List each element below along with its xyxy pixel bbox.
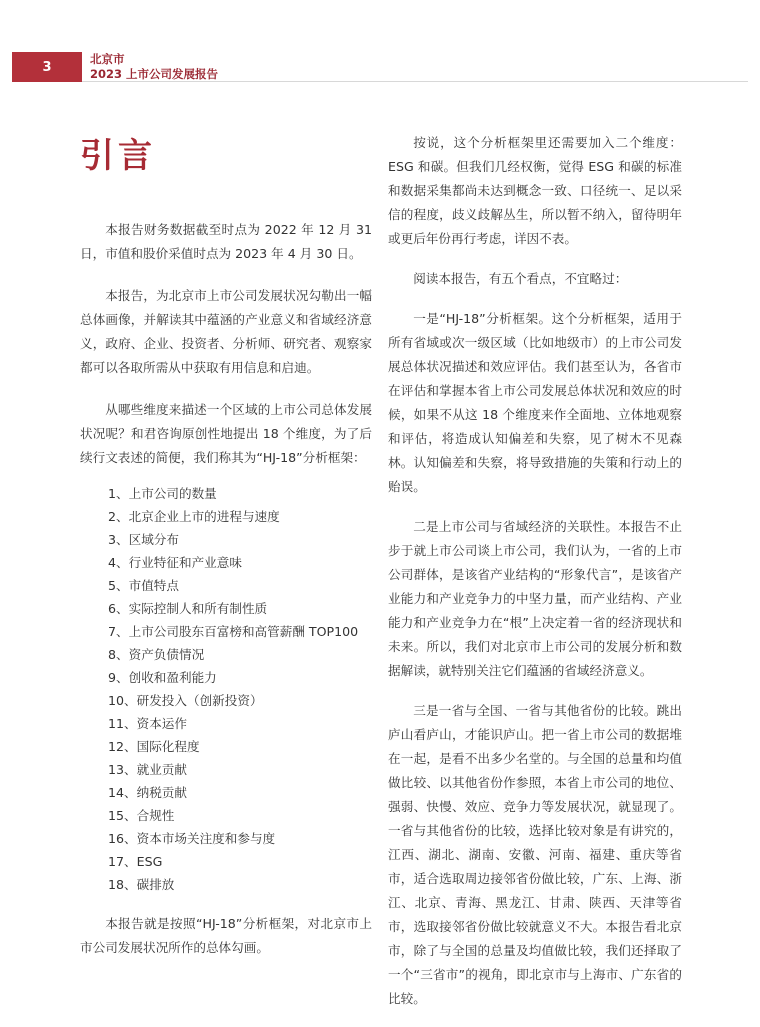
list-item: 15、合规性 <box>108 808 175 823</box>
list-item: 16、资本市场关注度和参与度 <box>108 831 276 846</box>
running-header <box>90 52 218 82</box>
list-item: 18、碳排放 <box>108 877 175 892</box>
paragraph: 本报告财务数据截至时点为 2022 年 12 月 31 日，市值和股价采值时点为 2023 年 4 月 30 日。 <box>80 222 372 261</box>
paragraph: 三是一省与全国、一省与其他省份的比较。跳出庐山看庐山，才能识庐山。把一省上市公司的数据堆在一起，是看不出多少名堂的。与全国的总量和均值做比较、以其他省份作参照，本省上市公司的地位、强弱、快慢、效应、竞争力等发展状况，就显现了。一省与其他省份的比较，选择比较对象是有讲究的，江西、湖北、湖南、安徽、河南、福建、重庆等省市，适合选取周边接邻省份做比较，广东、上海、浙江、北京、青海、黑龙江、甘肃、陕西、天津等省市，选取接邻省份做比较就意义不大。本报告看北京市，除了与全国的总量及均值做比较，我们还择取了一个“三省市”的视角，即北京市与上海市、广东省的比较。 <box>388 703 682 1006</box>
paragraph: 本报告就是按照“HJ-18”分析框架，对北京市上市公司发展状况所作的总体勾画。 <box>80 916 372 955</box>
list-item: 3、区域分布 <box>108 532 179 547</box>
list-item: 6、实际控制人和所有制性质 <box>108 601 268 616</box>
list-item: 11、资本运作 <box>108 716 187 731</box>
list-item: 10、研发投入（创新投资） <box>108 693 263 708</box>
list-item: 17、ESG <box>108 854 163 869</box>
list-item: 13、就业贡献 <box>108 762 187 777</box>
paragraph: 按说，这个分析框架里还需要加入二个维度：ESG 和碳。但我们几经权衡，觉得 ESG 和碳的标准和数据采集都尚未达到概念一致、口径统一、足以采信的程度，歧义歧解丛生，所以暂不纳入，留待明年或更后年份再行考虑，详因不表。 <box>388 135 682 246</box>
header-report-title: 2023 上市公司发展报告 <box>90 67 219 81</box>
page-number-badge <box>12 52 82 82</box>
left-column <box>80 218 372 978</box>
list-item: 2、北京企业上市的进程与速度 <box>108 509 280 524</box>
list-item: 9、创收和盈利能力 <box>108 670 217 685</box>
page-number: 3 <box>42 59 52 75</box>
paragraph: 一是“HJ-18”分析框架。这个分析框架，适用于所有省域或次一级区域（比如地级市）的上市公司发展总体状况描述和效应评估。我们甚至认为，各省市在评估和掌握本省上市公司发展总体状况和效应的时候，如果不从这 18 个维度来作全面地、立体地观察和评估，将造成认知偏差和失察，见了树木不见森林。认知偏差和失察，将导致措施的失策和行动上的贻误。 <box>388 311 682 494</box>
right-column <box>388 131 682 1027</box>
page-title: 引言 <box>80 136 156 176</box>
list-item: 5、市值特点 <box>108 578 179 593</box>
paragraph: 二是上市公司与省域经济的关联性。本报告不止步于就上市公司谈上市公司，我们认为，一省的上市公司群体，是该省产业结构的“形象代言”，是该省产业能力和产业竞争力的中坚力量，而产业结构、产业能力和产业竞争力在“根”上决定着一省的经济现状和未来。所以，我们对北京市上市公司的发展分析和数据解读，就特别关注它们蕴涵的省域经济意义。 <box>388 519 682 678</box>
header-divider <box>82 81 748 82</box>
list-item: 8、资产负债情况 <box>108 647 205 662</box>
paragraph: 阅读本报告，有五个看点，不宜略过： <box>413 271 628 286</box>
dimension-list <box>80 482 372 896</box>
paragraph: 从哪些维度来描述一个区域的上市公司总体发展状况呢？和君咨询原创性地提出 18 个维度，为了后续行文表述的简便，我们称其为“HJ-18”分析框架： <box>80 402 372 465</box>
list-item: 7、上市公司股东百富榜和高管薪酬 TOP100 <box>108 624 359 639</box>
list-item: 14、纳税贡献 <box>108 785 187 800</box>
header-region: 北京市 <box>90 52 125 66</box>
list-item: 1、上市公司的数量 <box>108 486 217 501</box>
list-item: 12、国际化程度 <box>108 739 200 754</box>
paragraph: 本报告，为北京市上市公司发展状况勾勒出一幅总体画像，并解读其中蕴涵的产业意义和省域经济意义，政府、企业、投资者、分析师、研究者、观察家都可以各取所需从中获取有用信息和启迪。 <box>80 288 372 375</box>
list-item: 4、行业特征和产业意味 <box>108 555 242 570</box>
